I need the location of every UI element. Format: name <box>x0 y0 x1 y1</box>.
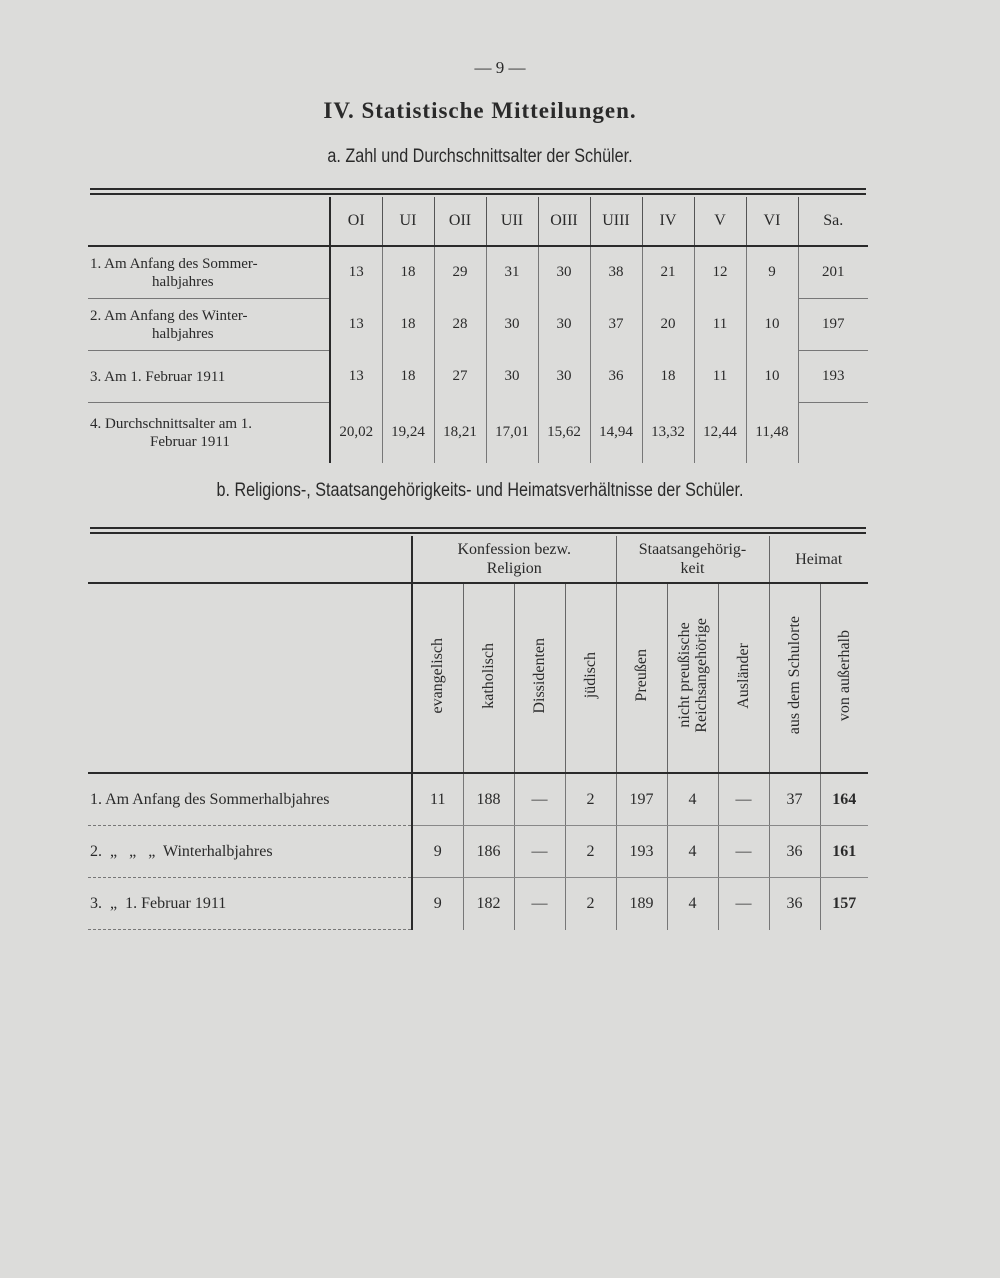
table-b-column-row <box>88 583 868 773</box>
table-b-top-rule <box>90 527 866 529</box>
table-cell-sum: 193 <box>798 351 868 403</box>
table-cell: — <box>718 826 769 878</box>
row-label-line-1: 4. Durchschnittsalter am 1. <box>90 416 253 432</box>
table-cell: — <box>718 773 769 826</box>
row-label <box>88 246 330 299</box>
column-header-auslaender <box>718 583 769 773</box>
row-label-line-1: 2. Am Anfang des Winter- <box>90 307 248 324</box>
table-cell: 38 <box>590 246 642 299</box>
row-label: 1. Am Anfang des Sommerhalbjahres <box>88 773 412 826</box>
row-label: 3. „ 1. Februar 1911 <box>88 878 412 930</box>
table-cell: 20,02 <box>330 403 382 464</box>
table-cell: 18,21 <box>434 403 486 464</box>
table-b-group-row <box>88 536 868 583</box>
table-cell: 11,48 <box>746 403 798 464</box>
column-header-oii: OII <box>434 197 486 246</box>
table-cell: 11 <box>412 773 463 826</box>
table-cell: 189 <box>616 878 667 930</box>
column-header-vi: VI <box>746 197 798 246</box>
table-cell: 15,62 <box>538 403 590 464</box>
table-cell: 18 <box>382 246 434 299</box>
group-header-staatsangehoerigkeit <box>616 536 769 583</box>
table-a <box>88 197 868 463</box>
table-cell: 13 <box>330 299 382 351</box>
table-cell: 188 <box>463 773 514 826</box>
table-a-top-rule <box>90 188 866 190</box>
group-header-line-1: Konfession bezw. <box>457 541 572 558</box>
table-cell: 30 <box>538 351 590 403</box>
column-header-ui: UI <box>382 197 434 246</box>
group-header-heimat <box>769 536 868 583</box>
column-header-line-1: katholisch <box>480 642 497 709</box>
table-a-header-row <box>88 197 868 246</box>
table-cell: 36 <box>769 878 820 930</box>
table-cell: 36 <box>769 826 820 878</box>
column-header-preussen <box>616 583 667 773</box>
page-number: — 9 — <box>474 58 526 77</box>
table-cell: 4 <box>667 878 718 930</box>
table-cell: 13 <box>330 246 382 299</box>
table-cell: — <box>514 773 565 826</box>
table-cell: 11 <box>694 351 746 403</box>
column-header-oiii: OIII <box>538 197 590 246</box>
table-cell: 193 <box>616 826 667 878</box>
table-cell: 30 <box>538 299 590 351</box>
table-cell: 157 <box>820 878 868 930</box>
table-b <box>88 536 868 930</box>
table-b-top-rule-2 <box>90 532 866 534</box>
table-cell: 30 <box>486 299 538 351</box>
table-cell: 182 <box>463 878 514 930</box>
table-cell: 17,01 <box>486 403 538 464</box>
column-header-oi: OI <box>330 197 382 246</box>
table-cell: 13,32 <box>642 403 694 464</box>
table-cell: 18 <box>382 299 434 351</box>
column-header-evangelisch <box>412 583 463 773</box>
table-row <box>88 878 868 930</box>
row-label-line-1: 3. Am 1. Februar 1911 <box>90 368 226 385</box>
group-header-line-2: Religion <box>486 560 542 577</box>
column-header-uiii: UIII <box>590 197 642 246</box>
table-row <box>88 351 868 403</box>
table-cell: — <box>514 878 565 930</box>
section-b-title: b. Religions-, Staatsangehörigkeits- und Heimatsverhältnisse der Schüler. <box>216 480 744 501</box>
table-cell: 9 <box>746 246 798 299</box>
page-title: IV. Statistische Mitteilungen. <box>323 98 637 123</box>
table-cell: 27 <box>434 351 486 403</box>
table-cell: 21 <box>642 246 694 299</box>
table-b-stub-header <box>88 536 412 583</box>
row-label-line-1: 1. Am Anfang des Sommer- <box>90 255 258 272</box>
row-label-line-2: Februar 1911 <box>150 434 230 450</box>
table-cell: 36 <box>590 351 642 403</box>
table-cell: 9 <box>412 826 463 878</box>
table-cell: 19,24 <box>382 403 434 464</box>
table-cell: 186 <box>463 826 514 878</box>
column-header-line-2: Reichsangehörige <box>692 618 710 733</box>
table-cell: 2 <box>565 826 616 878</box>
table-row <box>88 826 868 878</box>
table-cell: 4 <box>667 826 718 878</box>
table-cell: 37 <box>769 773 820 826</box>
table-a-top-rule-2 <box>90 193 866 195</box>
table-cell: 2 <box>565 878 616 930</box>
table-b-stub-subheader <box>88 583 412 773</box>
table-cell: — <box>718 878 769 930</box>
table-row <box>88 773 868 826</box>
table-cell: 2 <box>565 773 616 826</box>
table-cell: 18 <box>382 351 434 403</box>
column-header-line-1: von außerhalb <box>835 629 853 722</box>
column-header-aus-dem-schulorte <box>769 583 820 773</box>
section-a-title: a. Zahl und Durchschnittsalter der Schüler. <box>327 146 633 167</box>
table-cell: 30 <box>486 351 538 403</box>
table-cell: 10 <box>746 299 798 351</box>
table-a-stub-header <box>88 197 330 246</box>
table-cell: 20 <box>642 299 694 351</box>
column-header-line-1: aus dem Schulorte <box>786 616 803 735</box>
group-header-konfession <box>412 536 616 583</box>
column-header-line-1: evangelisch <box>429 637 447 714</box>
table-cell: 164 <box>820 773 868 826</box>
row-label <box>88 299 330 351</box>
column-header-line-1: Preußen <box>633 649 650 702</box>
column-header-v: V <box>694 197 746 246</box>
table-cell: 12,44 <box>694 403 746 464</box>
table-cell-sum: 201 <box>798 246 868 299</box>
group-header-line-1: Staatsangehörig- <box>638 541 747 558</box>
table-cell: 29 <box>434 246 486 299</box>
group-header-line-2: keit <box>680 560 705 577</box>
column-header-juedisch <box>565 583 616 773</box>
table-cell: 28 <box>434 299 486 351</box>
row-label <box>88 403 330 464</box>
table-cell: 14,94 <box>590 403 642 464</box>
row-label-line-2: halbjahres <box>152 325 214 342</box>
column-header-dissidenten <box>514 583 565 773</box>
column-header-iv: IV <box>642 197 694 246</box>
column-header-von-ausserhalb <box>820 583 868 773</box>
column-header-uii: UII <box>486 197 538 246</box>
table-cell: 13 <box>330 351 382 403</box>
column-header-line-1: Ausländer <box>735 642 752 709</box>
table-cell: 37 <box>590 299 642 351</box>
table-cell: 197 <box>616 773 667 826</box>
table-cell: 31 <box>486 246 538 299</box>
row-label: 2. „ „ „ Winterhalbjahres <box>88 826 412 878</box>
table-cell: 30 <box>538 246 590 299</box>
column-header-line-1: nicht preußische <box>675 622 693 729</box>
table-cell: 11 <box>694 299 746 351</box>
table-row <box>88 299 868 351</box>
table-cell: 18 <box>642 351 694 403</box>
table-cell: 12 <box>694 246 746 299</box>
column-header-line-1: jüdisch <box>582 652 599 699</box>
column-header-nicht-preussische <box>667 583 718 773</box>
row-label-line-2: halbjahres <box>152 273 214 290</box>
table-cell-sum <box>798 403 868 464</box>
table-cell-sum: 197 <box>798 299 868 351</box>
group-header-line-1: Heimat <box>795 550 843 568</box>
row-label <box>88 351 330 403</box>
column-header-sa: Sa. <box>798 197 868 246</box>
table-row <box>88 403 868 464</box>
table-cell: 9 <box>412 878 463 930</box>
column-header-line-1: Dissidenten <box>531 637 548 714</box>
table-cell: 161 <box>820 826 868 878</box>
table-cell: 4 <box>667 773 718 826</box>
table-cell: — <box>514 826 565 878</box>
column-header-katholisch <box>463 583 514 773</box>
table-row <box>88 246 868 299</box>
table-cell: 10 <box>746 351 798 403</box>
